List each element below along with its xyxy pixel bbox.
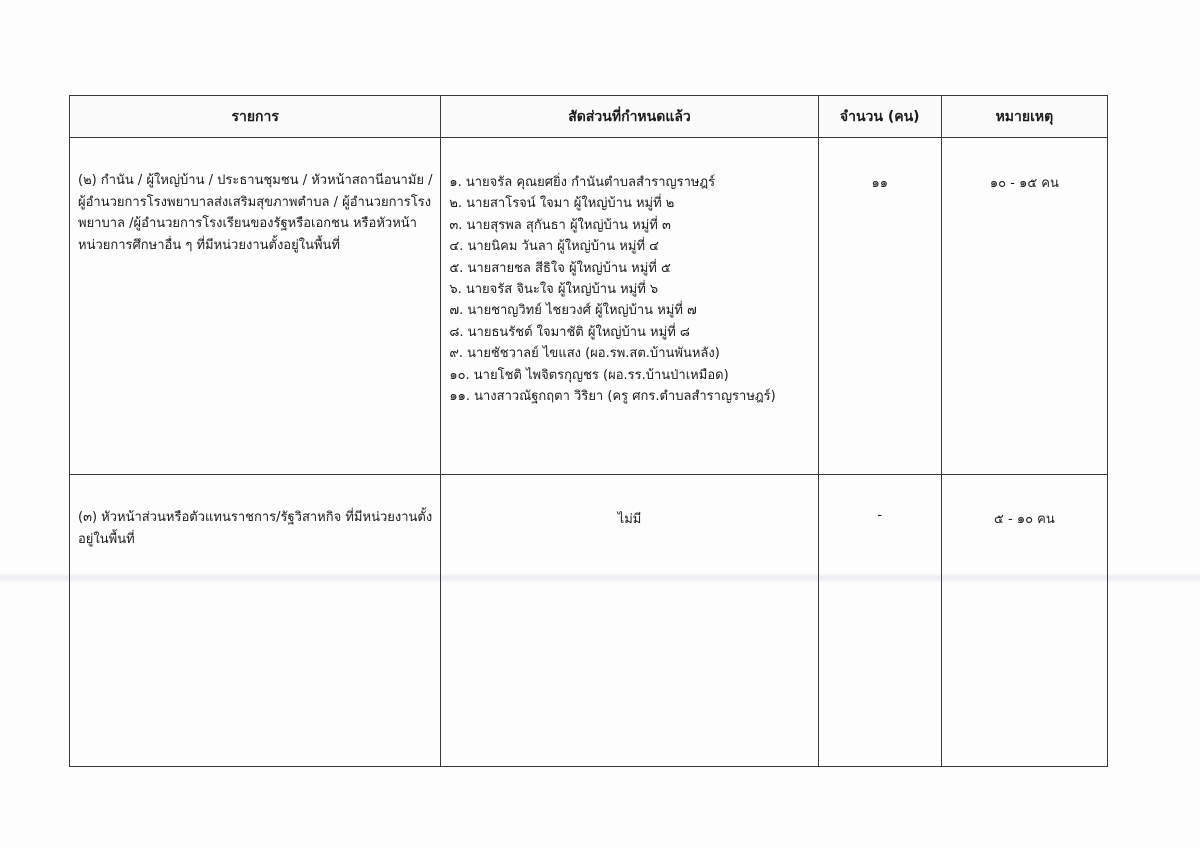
category-text: (๒) กำนัน / ผู้ใหญ่บ้าน / ประธานชุมชน / หัวหน้าสถานีอนามัย /ผู้อำนวยการโรงพยาบาลส่งเสริมสุขภาพตำบล / ผู้อำนวยการโรงพยาบาล /ผู้อำนวยการโรงเรียนของรัฐหรือเอกชน หรือหัวหน้าหน่วยการศึกษาอื่น ๆ ที่มีหน่วยงานตั้งอยู่ในพื้นที่ (78, 173, 433, 253)
table-header-row (70, 96, 1108, 138)
list-item: ๙. นายชัชวาลย์ ไขแสง (ผอ.รพ.สต.บ้านพันหลัง) (449, 346, 720, 362)
list-item: ๑๑. นางสาวณัฐกฤตา วิริยา (ครู ศกร.ตำบลสำราญราษฎร์) (449, 389, 776, 405)
list-item: ๘. นายธนรัชต์ ใจมาชัติ ผู้ใหญ่บ้าน หมู่ที่ ๘ (449, 324, 690, 340)
list-item: ๔. นายนิคม วันลา ผู้ใหญ่บ้าน หมู่ที่ ๔ (449, 239, 659, 255)
count-value: ๑๑ (871, 176, 889, 191)
list-item: ๕. นายสายชล สีธิใจ ผู้ใหญ่บ้าน หมู่ที่ ๕ (449, 260, 671, 276)
list-item: ๓. นายสุรพล สุกันธา ผู้ใหญ่บ้าน หมู่ที่ ๓ (449, 217, 671, 233)
count-cell (818, 138, 941, 475)
members-cell (441, 475, 818, 767)
note-cell (941, 138, 1107, 475)
list-item: ๑๐. นายโชติ ไพจิตรกุญชร (ผอ.รร.บ้านป่าเหมือด) (449, 367, 729, 383)
count-cell (818, 475, 941, 767)
note-value: ๑๐ - ๑๕ คน (989, 176, 1059, 191)
list-item: ๗. นายชาญวิทย์ ไชยวงศ์ ผู้ใหญ่บ้าน หมู่ที่ ๗ (449, 303, 697, 319)
category-cell (70, 138, 441, 475)
header-members: สัดส่วนที่กำหนดแล้ว (441, 96, 818, 138)
list-item: ๑. นายจรัล คุณยศยิ่ง กำนันตำบลสำราญราษฎร์ (449, 175, 716, 190)
category-cell (70, 475, 441, 767)
members-list (441, 138, 817, 407)
header-category: รายการ (70, 96, 441, 138)
members-cell (441, 138, 818, 475)
members-none: ไม่มี (617, 512, 642, 527)
committee-table (69, 95, 1108, 767)
list-item: ๒. นายสาโรจน์ ใจมา ผู้ใหญ่บ้าน หมู่ที่ ๒ (449, 196, 675, 212)
count-value: - (877, 508, 883, 523)
table-row (70, 475, 1108, 767)
header-note: หมายเหตุ (941, 96, 1107, 138)
note-cell (941, 475, 1107, 767)
header-count: จำนวน (คน) (818, 96, 941, 138)
note-value: ๕ - ๑๐ คน (994, 512, 1055, 527)
table-row (70, 138, 1108, 475)
category-text: (๓) หัวหน้าส่วนหรือตัวแทนราชการ/รัฐวิสาหกิจ ที่มีหน่วยงานตั้งอยู่ในพื้นที่ (78, 510, 433, 547)
list-item: ๖. นายจรัส จินะใจ ผู้ใหญ่บ้าน หมู่ที่ ๖ (449, 282, 659, 298)
